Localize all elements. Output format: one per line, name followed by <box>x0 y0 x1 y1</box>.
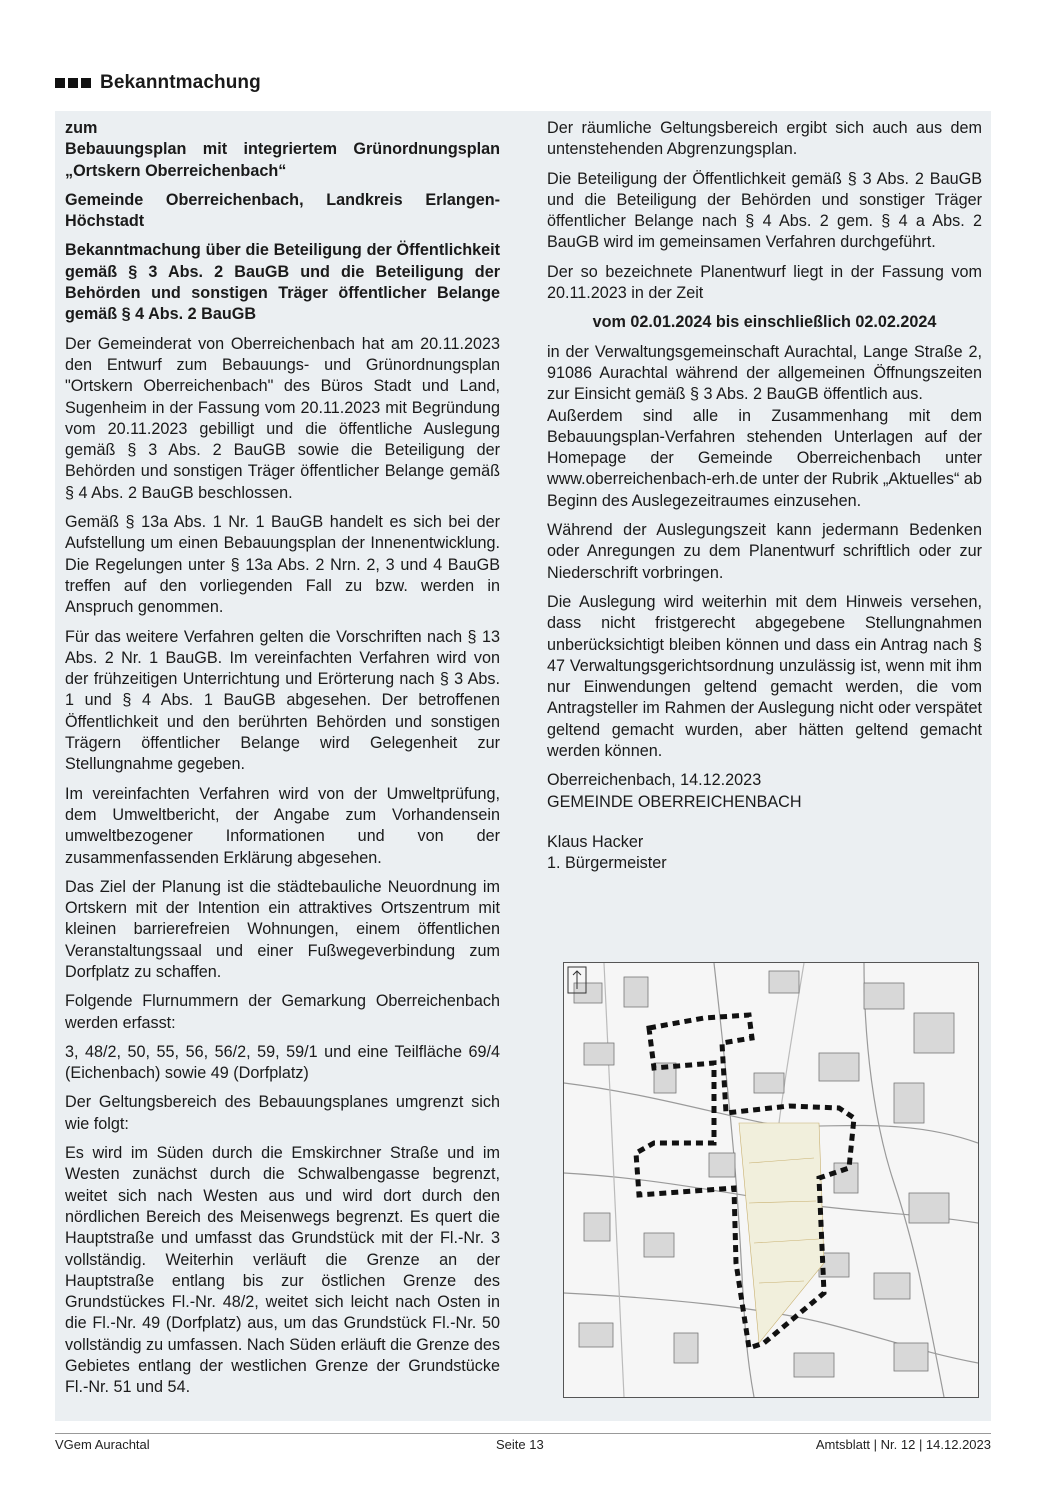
paragraph: Die Beteiligung der Öffentlichkeit gemäß § 3 Abs. 2 BauGB und die Beteiligung der Behörden und sonstiger Träger öffentlicher Belange nach § 4 Abs. 2 gem. § 4 a Abs. 2 BauGB wird im gemeinsamen Verfahren durchgeführt. <box>547 169 982 252</box>
paragraph: Der Gemeinderat von Oberreichenbach hat am 20.11.2023 den Entwurf zum Bebauungs- und Grünordnungsplan "Ortskern Oberreichenbach" des Büros Stadt und Land, Sugenheim in der Fassung vom 20.11.2023 mit Begründung vom 20.11.2023 gebilligt und die öffentliche Auslegung gemäß § 3 Abs. 2 BauGB sowie die Beteiligung der Behörden und sonstigen Träger öffentlicher Belange gemäß § 4 Abs. 2 BauGB beschlossen. <box>65 334 500 502</box>
paragraph: Der Geltungsbereich des Bebauungsplanes umgrenzt sich wie folgt: <box>65 1093 500 1133</box>
paragraph: in der Verwaltungsgemeinschaft Aurachtal, Lange Straße 2, 91086 Aurachtal während der allgemeinen Öffnungszeiten zur Einsicht gemäß § 3 Abs. 2 BauGB öffentlich aus. <box>547 342 982 404</box>
left-column <box>65 118 500 1407</box>
footer-issue: Amtsblatt | Nr. 12 | 14.12.2023 <box>815 1437 991 1452</box>
paragraph: Außerdem sind alle in Zusammenhang mit dem Bebauungsplan-Verfahren stehenden Unterlagen auf der Homepage der Gemeinde Oberreichenbach unter www.oberreichenbach-erh.de unter der Rubrik „Aktuelles“ ab Beginn des Auslegezeitraumes einzusehen. <box>547 406 982 510</box>
footer-divider <box>55 1433 991 1434</box>
paragraph: Der räumliche Geltungsbereich ergibt sich auch aus dem untenstehenden Abgrenzungsplan. <box>547 119 982 159</box>
paragraph: Das Ziel der Planung ist die städtebauliche Neuordnung im Ortskern mit der Intention ein attraktives Ortszentrum mit kleinen barrierefreien Wohnungen, einem öffentlichen Veranstaltungssaal und einer Fußwegeverbindung zum Dorfplatz zu schaffen. <box>65 877 500 981</box>
boundary-plan-map <box>563 962 979 1398</box>
signatory-name: Klaus Hacker <box>547 832 644 851</box>
footer-page-number: Seite 13 <box>496 1437 544 1452</box>
paragraph: Die Auslegung wird weiterhin mit dem Hinweis versehen, dass nicht fristgerecht abgegebene Stellungnahmen unberücksichtigt bleiben können und dass ein Antrag nach § 47 Verwaltungsgerichtsordnung unzulässig ist, wenn mit ihm nur Einwendungen geltend gemacht werden, die vom Antragsteller im Rahmen der Auslegung nicht oder verspätet geltend gemacht wurden, aber hätten geltend gemacht werden können. <box>547 592 982 761</box>
intro-text: zum <box>65 119 98 137</box>
header-squares-icon <box>55 78 91 88</box>
footer-publisher: VGem Aurachtal <box>55 1437 150 1452</box>
paragraph: Im vereinfachten Verfahren wird von der Umweltprüfung, dem Umweltbericht, der Angabe zum Vorhandensein umweltbezogener Informationen und von der zusammenfassenden Erklärung abgesehen. <box>65 784 500 867</box>
signatory-role: 1. Bürgermeister <box>547 854 667 873</box>
section-title: Bekanntmachung <box>100 72 261 93</box>
plan-title: Bebauungsplan mit integriertem Grünordnungsplan „Ortskern Oberreichenbach“ <box>65 140 500 180</box>
paragraph: Der so bezeichnete Planentwurf liegt in der Fassung vom 20.11.2023 in der Zeit <box>547 262 982 303</box>
paragraph: Während der Auslegungszeit kann jedermann Bedenken oder Anregungen zu dem Planentwurf schriftlich oder zur Niederschrift vorbringen. <box>547 521 982 582</box>
paragraph: Für das weitere Verfahren gelten die Vorschriften nach § 13 Abs. 2 Nr. 1 BauGB. Im vereinfachten Verfahren wird von der frühzeitigen Unterrichtung und Erörterung nach § 3 Abs. 1 und § 4 Abs. 1 BauGB abgesehen. Der betroffenen Öffentlichkeit und den berührten Behörden und sonstigen Trägern öffentlicher Belange wird Gelegenheit zur Stellungnahme gegeben. <box>65 627 500 774</box>
municipality: Gemeinde Oberreichenbach, Landkreis Erlangen-Höchstadt <box>65 190 500 231</box>
paragraph: 3, 48/2, 50, 55, 56, 56/2, 59, 59/1 und eine Teilfläche 69/4 (Eichenbach) sowie 49 (Dorfplatz) <box>65 1042 500 1083</box>
right-column <box>547 118 982 883</box>
boundary-plan-drawing <box>564 963 978 1397</box>
paragraph: Folgende Flurnummern der Gemarkung Oberreichenbach werden erfasst: <box>65 992 500 1032</box>
authority: GEMEINDE OBERREICHENBACH <box>547 792 802 811</box>
section-header <box>55 72 261 94</box>
paragraph: Gemäß § 13a Abs. 1 Nr. 1 BauGB handelt es sich bei der Aufstellung um einen Bebauungsplan der Innenentwicklung. Die Regelungen unter § 13a Abs. 2 Nrn. 2, 3 und 4 BauGB treffen auf den vorliegenden Fall zu bzw. werden in Anspruch genommen. <box>65 513 500 617</box>
subject-heading: Bekanntmachung über die Beteiligung der Öffentlichkeit gemäß § 3 Abs. 2 BauGB und die Beteiligung der Behörden und sonstigen Träger öffentlicher Belange gemäß § 4 Abs. 2 BauGB <box>65 241 500 324</box>
place-date: Oberreichenbach, 14.12.2023 <box>547 771 762 790</box>
display-period: vom 02.01.2024 bis einschließlich 02.02.2024 <box>592 313 937 332</box>
paragraph: Es wird im Süden durch die Emskirchner Straße und im Westen zunächst durch die Schwalbengasse begrenzt, weitet sich nach Westen aus und wird dort durch den nördlichen Bereich des Meisenwegs begrenzt. Es quert die Hauptstraße und umfasst das Grundstück mit der Fl.-Nr. 3 vollständig. Weiterhin verläuft die Grenze an der Hauptstraße entlang bis zur östlichen Grenze des Grundstückes Fl.-Nr. 48/2, weitet sich leicht nach Osten in die Fl.-Nr. 49 (Dorfplatz) aus, um das Grundstück Fl.-Nr. 50 vollständig zu umfassen. Nach Süden erläuft die Grenze des Gebietes entlang der westlichen Grenze der Grundstücke Fl.-Nr. 51 und 54. <box>65 1144 500 1397</box>
